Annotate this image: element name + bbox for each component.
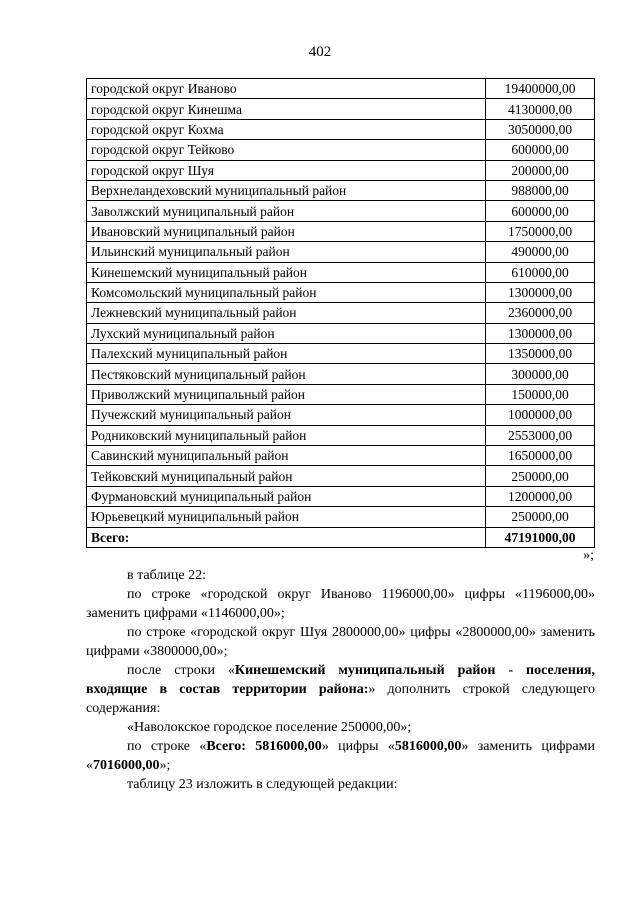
row-value: 1750000,00 [486, 221, 595, 241]
row-value: 1350000,00 [486, 344, 595, 364]
table-row [87, 221, 595, 241]
row-value: 150000,00 [486, 384, 595, 404]
row-value: 200000,00 [486, 160, 595, 180]
table-row [87, 303, 595, 323]
row-name: городской округ Тейково [87, 140, 486, 160]
row-name: Лухский муниципальный район [87, 323, 486, 343]
closing-quote: »; [583, 548, 594, 563]
row-value: 4130000,00 [486, 99, 595, 119]
table-row [87, 446, 595, 466]
paragraph-ivanovo: по строке «городской округ Иваново 1196000,00» цифры «1196000,00» заменить цифрами «1146000,00»; [86, 587, 595, 621]
row-value: 1300000,00 [486, 282, 595, 302]
paragraph-table-22: в таблице 22: [127, 568, 206, 583]
table-total-row [87, 527, 595, 547]
row-value: 2360000,00 [486, 303, 595, 323]
row-name: Пучежский муниципальный район [87, 405, 486, 425]
table-row [87, 180, 595, 200]
table-row [87, 405, 595, 425]
table-row [87, 425, 595, 445]
paragraph-shuya: по строке «городской округ Шуя 2800000,00» цифры «2800000,00» заменить цифрами «3800000,00»; [86, 625, 595, 659]
row-value: 610000,00 [486, 262, 595, 282]
paragraph-navoloki: «Наволокское городское поселение 250000,00»; [127, 720, 412, 735]
paragraph-table-23: таблицу 23 изложить в следующей редакции: [127, 777, 398, 792]
row-value: 490000,00 [486, 242, 595, 262]
table-row [87, 79, 595, 99]
row-name: городской округ Иваново [87, 79, 486, 99]
table-row [87, 507, 595, 527]
row-value: 1000000,00 [486, 405, 595, 425]
table-row [87, 364, 595, 384]
paragraph-kineshma: после строки «Кинешемский муниципальный район - поселения, входящие в состав территории района:» дополнить строкой следующего содержания: [86, 663, 595, 716]
amendment-text [86, 566, 595, 794]
row-value: 1300000,00 [486, 323, 595, 343]
row-value: 2553000,00 [486, 425, 595, 445]
row-name: Ивановский муниципальный район [87, 221, 486, 241]
table-row [87, 140, 595, 160]
paragraph-total: по строке «Всего: 5816000,00» цифры «5816000,00» заменить цифрами «7016000,00»; [86, 739, 595, 773]
row-name: городской округ Кохма [87, 119, 486, 139]
row-name: Верхнеландеховский муниципальный район [87, 180, 486, 200]
allocation-table [86, 78, 595, 548]
row-value: 3050000,00 [486, 119, 595, 139]
table-row [87, 323, 595, 343]
row-name: Родниковский муниципальный район [87, 425, 486, 445]
table-row [87, 282, 595, 302]
row-value: 1200000,00 [486, 486, 595, 506]
row-value: 600000,00 [486, 140, 595, 160]
row-value: 300000,00 [486, 364, 595, 384]
row-name: Заволжский муниципальный район [87, 201, 486, 221]
table-row [87, 99, 595, 119]
table-row [87, 119, 595, 139]
row-name: Приволжский муниципальный район [87, 384, 486, 404]
table-row [87, 160, 595, 180]
total-label: Всего: [87, 527, 486, 547]
table-row [87, 384, 595, 404]
row-value: 250000,00 [486, 466, 595, 486]
table-row [87, 242, 595, 262]
total-value: 47191000,00 [486, 527, 595, 547]
table-row [87, 486, 595, 506]
row-value: 19400000,00 [486, 79, 595, 99]
row-value: 600000,00 [486, 201, 595, 221]
row-name: Тейковский муниципальный район [87, 466, 486, 486]
row-name: Лежневский муниципальный район [87, 303, 486, 323]
row-name: Ильинский муниципальный район [87, 242, 486, 262]
row-name: Юрьевецкий муниципальный район [87, 507, 486, 527]
table-row [87, 344, 595, 364]
row-name: городской округ Кинешма [87, 99, 486, 119]
row-name: Пестяковский муниципальный район [87, 364, 486, 384]
row-name: Фурмановский муниципальный район [87, 486, 486, 506]
page-number: 402 [308, 44, 332, 60]
row-name: Савинский муниципальный район [87, 446, 486, 466]
row-value: 988000,00 [486, 180, 595, 200]
row-name: Кинешемский муниципальный район [87, 262, 486, 282]
row-name: городской округ Шуя [87, 160, 486, 180]
row-name: Комсомольский муниципальный район [87, 282, 486, 302]
table-row [87, 262, 595, 282]
row-value: 250000,00 [486, 507, 595, 527]
table-row [87, 466, 595, 486]
row-value: 1650000,00 [486, 446, 595, 466]
table-row [87, 201, 595, 221]
row-name: Палехский муниципальный район [87, 344, 486, 364]
